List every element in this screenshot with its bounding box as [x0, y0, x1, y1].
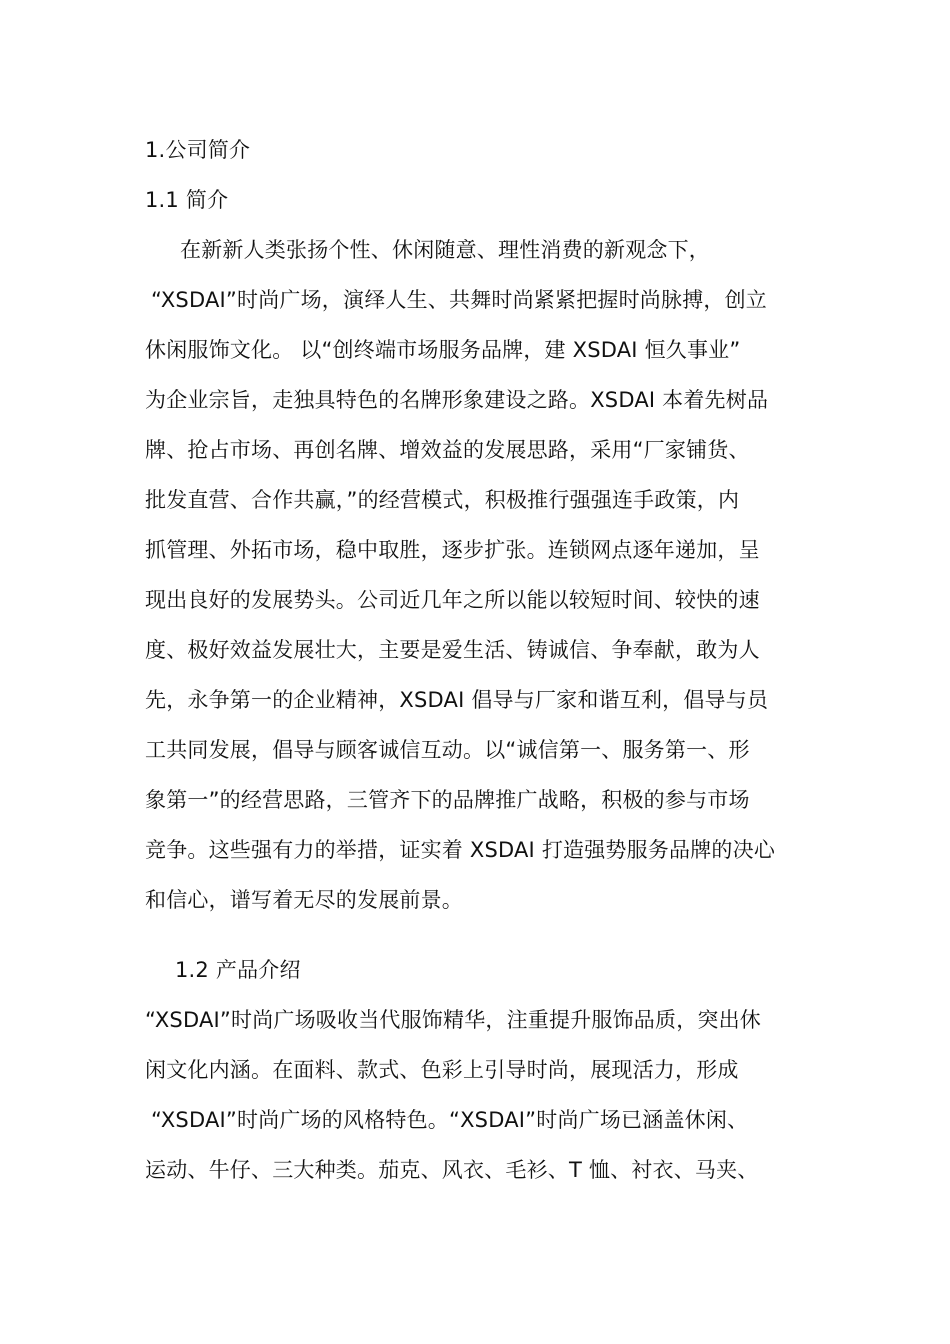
paragraph-line: 度、极好效益发展壮大，主要是爱生活、铸诚信、争奉献，敢为人 — [145, 638, 760, 662]
paragraph-line: 象第一”的经营思路，三管齐下的品牌推广战略，积极的参与市场 — [145, 788, 750, 812]
paragraph-line: 现出良好的发展势头。公司近几年之所以能以较短时间、较快的速 — [145, 588, 760, 612]
paragraph-line: 休闲服饰文化。 以“创终端市场服务品牌，建 XSDAI 恒久事业” — [145, 338, 741, 362]
paragraph-line: 为企业宗旨，走独具特色的名牌形象建设之路。XSDAI 本着先树品 — [145, 388, 769, 412]
subsection-heading-overview: 1.1 简介 — [145, 188, 229, 212]
section-heading-company-profile: 1.公司简介 — [145, 138, 251, 162]
paragraph-line: 工共同发展，倡导与顾客诚信互动。以“诚信第一、服务第一、形 — [145, 738, 750, 762]
subsection-heading-product-intro: 1.2 产品介绍 — [175, 958, 301, 982]
paragraph-line: 抓管理、外拓市场，稳中取胜，逐步扩张。连锁网点逐年递加，呈 — [145, 538, 760, 562]
paragraph-line: 批发直营、合作共赢，”的经营模式，积极推行强强连手政策，内 — [145, 488, 740, 512]
paragraph-line: “XSDAI”时尚广场，演绎人生、共舞时尚紧紧把握时尚脉搏，创立 — [151, 288, 768, 312]
paragraph-line: 运动、牛仔、三大种类。茄克、风衣、毛衫、T 恤、衬衣、马夹、 — [145, 1158, 759, 1182]
paragraph-line: 先，永争第一的企业精神，XSDAI 倡导与厂家和谐互利，倡导与员 — [145, 688, 769, 712]
paragraph-line: 牌、抢占市场、再创名牌、增效益的发展思路，采用“厂家铺货、 — [145, 438, 750, 462]
paragraph-line: 闲文化内涵。在面料、款式、色彩上引导时尚，展现活力，形成 — [145, 1058, 739, 1082]
paragraph-line: 在新新人类张扬个性、休闲随意、理性消费的新观念下， — [180, 238, 710, 262]
paragraph-line: “XSDAI”时尚广场吸收当代服饰精华，注重提升服饰品质，突出休 — [145, 1008, 762, 1032]
paragraph-line: 竞争。这些强有力的举措，证实着 XSDAI 打造强势服务品牌的决心 — [145, 838, 776, 862]
paragraph-line: “XSDAI”时尚广场的风格特色。“XSDAI”时尚广场已涵盖休闲、 — [151, 1108, 749, 1132]
paragraph-line: 和信心，谱写着无尽的发展前景。 — [145, 888, 463, 912]
